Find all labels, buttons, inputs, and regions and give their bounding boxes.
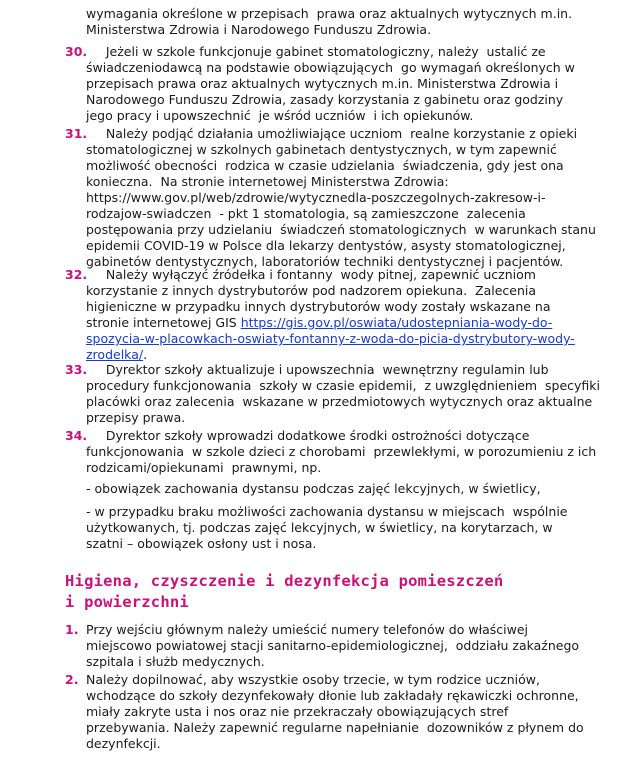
text-line: https://www.gov.pl/web/zdrowie/wytycznedla-poszczegolnych-zakresow-i- — [86, 190, 546, 205]
text-line: przepisy prawa. — [86, 410, 186, 425]
text-line: higieniczne w przypadku innych dystrybutorów wody zostały wskazane na — [86, 299, 551, 314]
text-line: - w przypadku braku możliwości zachowania dystansu w miejscach wspólnie — [86, 504, 568, 519]
item-number: 1. — [65, 622, 79, 637]
heading-line: Higiena, czyszczenie i dezynfekcja pomieszczeń — [65, 572, 504, 590]
text-line — [86, 331, 575, 347]
text-line: jego pracy i upowszechnić je wśród uczniów i ich opiekunów. — [86, 108, 474, 123]
text-line: Narodowego Funduszu Zdrowia, zasady korzystania z gabinetu oraz godziny — [86, 92, 564, 107]
text-line: świadczeniodawcą na podstawie obowiązujących go wymagań określonych w — [86, 60, 575, 75]
text-line: rodzajow-swiadczen - pkt 1 stomatologia, są zamieszczone zalecenia — [86, 206, 526, 221]
text-line: - obowiązek zachowania dystansu podczas zajęć lekcyjnych, w świetlicy, — [86, 481, 541, 496]
text-line: gabinetów dentystycznych, laboratoriów techniki dentystycznej i pacjentów. — [86, 254, 564, 269]
text-line: miejscowo powiatowej stacji sanitarno-epidemiologicznej, oddziału zakaźnego — [86, 638, 580, 653]
text-line: wymagania określone w przepisach prawa oraz aktualnych wytycznych m.in. — [86, 6, 573, 21]
gis-water-link[interactable]: zrodelka/ — [86, 347, 144, 362]
text-line: przebywania. Należy zapewnić regularne napełnianie dozowników z płynem do — [86, 720, 584, 735]
text-line: Ministerstwa Zdrowia i Narodowego Funduszu Zdrowia. — [86, 22, 432, 37]
text-line: dezynfekcji. — [86, 736, 161, 751]
text-line: Jeżeli w szkole funkcjonuje gabinet stomatologiczny, należy ustalić ze — [86, 44, 546, 59]
text-line: szatni – obowiązek osłony ust i nosa. — [86, 536, 317, 551]
text-line: epidemii COVID-19 w Polsce dla lekarzy dentystów, asysty stomatologicznej, — [86, 238, 566, 253]
text-line: Dyrektor szkoły wprowadzi dodatkowe środki ostrożności dotyczące — [86, 428, 530, 443]
text-line: procedury funkcjonowania szkoły w czasie epidemii, z uwzględnieniem specyfiki — [86, 378, 601, 393]
link-prefix: stronie internetowej GIS — [86, 315, 241, 330]
text-line: stomatologicznej w szkolnych gabinetach dentystycznych, w tym zapewnić — [86, 142, 557, 157]
text-line: konieczna. Na stronie internetowej Ministerstwa Zdrowia: — [86, 174, 449, 189]
item-number: 2. — [65, 672, 79, 687]
text-line: Dyrektor szkoły aktualizuje i upowszechnia wewnętrzny regulamin lub — [86, 362, 549, 377]
text-line: wchodzące do szkoły dezynfekowały dłonie lub zakładały rękawiczki ochronne, — [86, 688, 579, 703]
item-number: 32. — [65, 267, 88, 282]
text-line: użytkowanych, tj. podczas zajęć lekcyjnych, w świetlicy, na korytarzach, w — [86, 520, 553, 535]
text-line: Przy wejściu głównym należy umieścić numery telefonów do właściwej — [86, 622, 529, 637]
text-line: funkcjonowania w szkole dzieci z chorobami przewlekłymi, w porozumieniu z ich — [86, 444, 597, 459]
item-number: 33. — [65, 362, 88, 377]
text-line — [86, 315, 556, 331]
gis-water-link[interactable]: https://gis.gov.pl/oswiata/udostepniania-wody-do- — [240, 315, 553, 330]
text-line: miały zakryte usta i nos oraz nie przekraczały obowiązujących stref — [86, 704, 509, 719]
heading-line: i powierzchni — [65, 593, 189, 611]
text-line: rodzicami/opiekunami prawnymi, np. — [86, 460, 322, 475]
text-line: Należy wyłączyć źródełka i fontanny wody pitnej, zapewnić uczniom — [86, 267, 536, 282]
item-number: 30. — [65, 44, 88, 59]
text-line: Należy dopilnować, aby wszystkie osoby trzecie, w tym rodzice uczniów, — [86, 672, 540, 687]
link-suffix: . — [143, 347, 148, 362]
item-number: 31. — [65, 126, 88, 141]
text-line: postępowania przy udzielaniu świadczeń stomatologicznych w warunkach stanu — [86, 222, 596, 237]
section-heading — [65, 571, 503, 613]
text-line: korzystanie z innych dystrybutorów pod nadzorem opiekuna. Zalecenia — [86, 283, 537, 298]
gis-water-link[interactable]: spozycia-w-placowkach-oswiaty-fontanny-z-woda-do-picia-dystrybutory-wody- — [86, 331, 575, 346]
text-line: przepisach prawa oraz aktualnych wytycznych m.in. Ministerstwa Zdrowia i — [86, 76, 559, 91]
text-line: Należy podjąć działania umożliwiające uczniom realne korzystanie z opieki — [86, 126, 578, 141]
text-line — [86, 347, 556, 363]
item-number: 34. — [65, 428, 88, 443]
text-line: możliwość obecności rodzica w czasie udzielania świadczenia, gdy jest ona — [86, 158, 564, 173]
text-line: szpitala i służb medycznych. — [86, 654, 265, 669]
text-line: placówki oraz zalecenia wskazane w przedmiotowych wytycznych oraz aktualne — [86, 394, 593, 409]
